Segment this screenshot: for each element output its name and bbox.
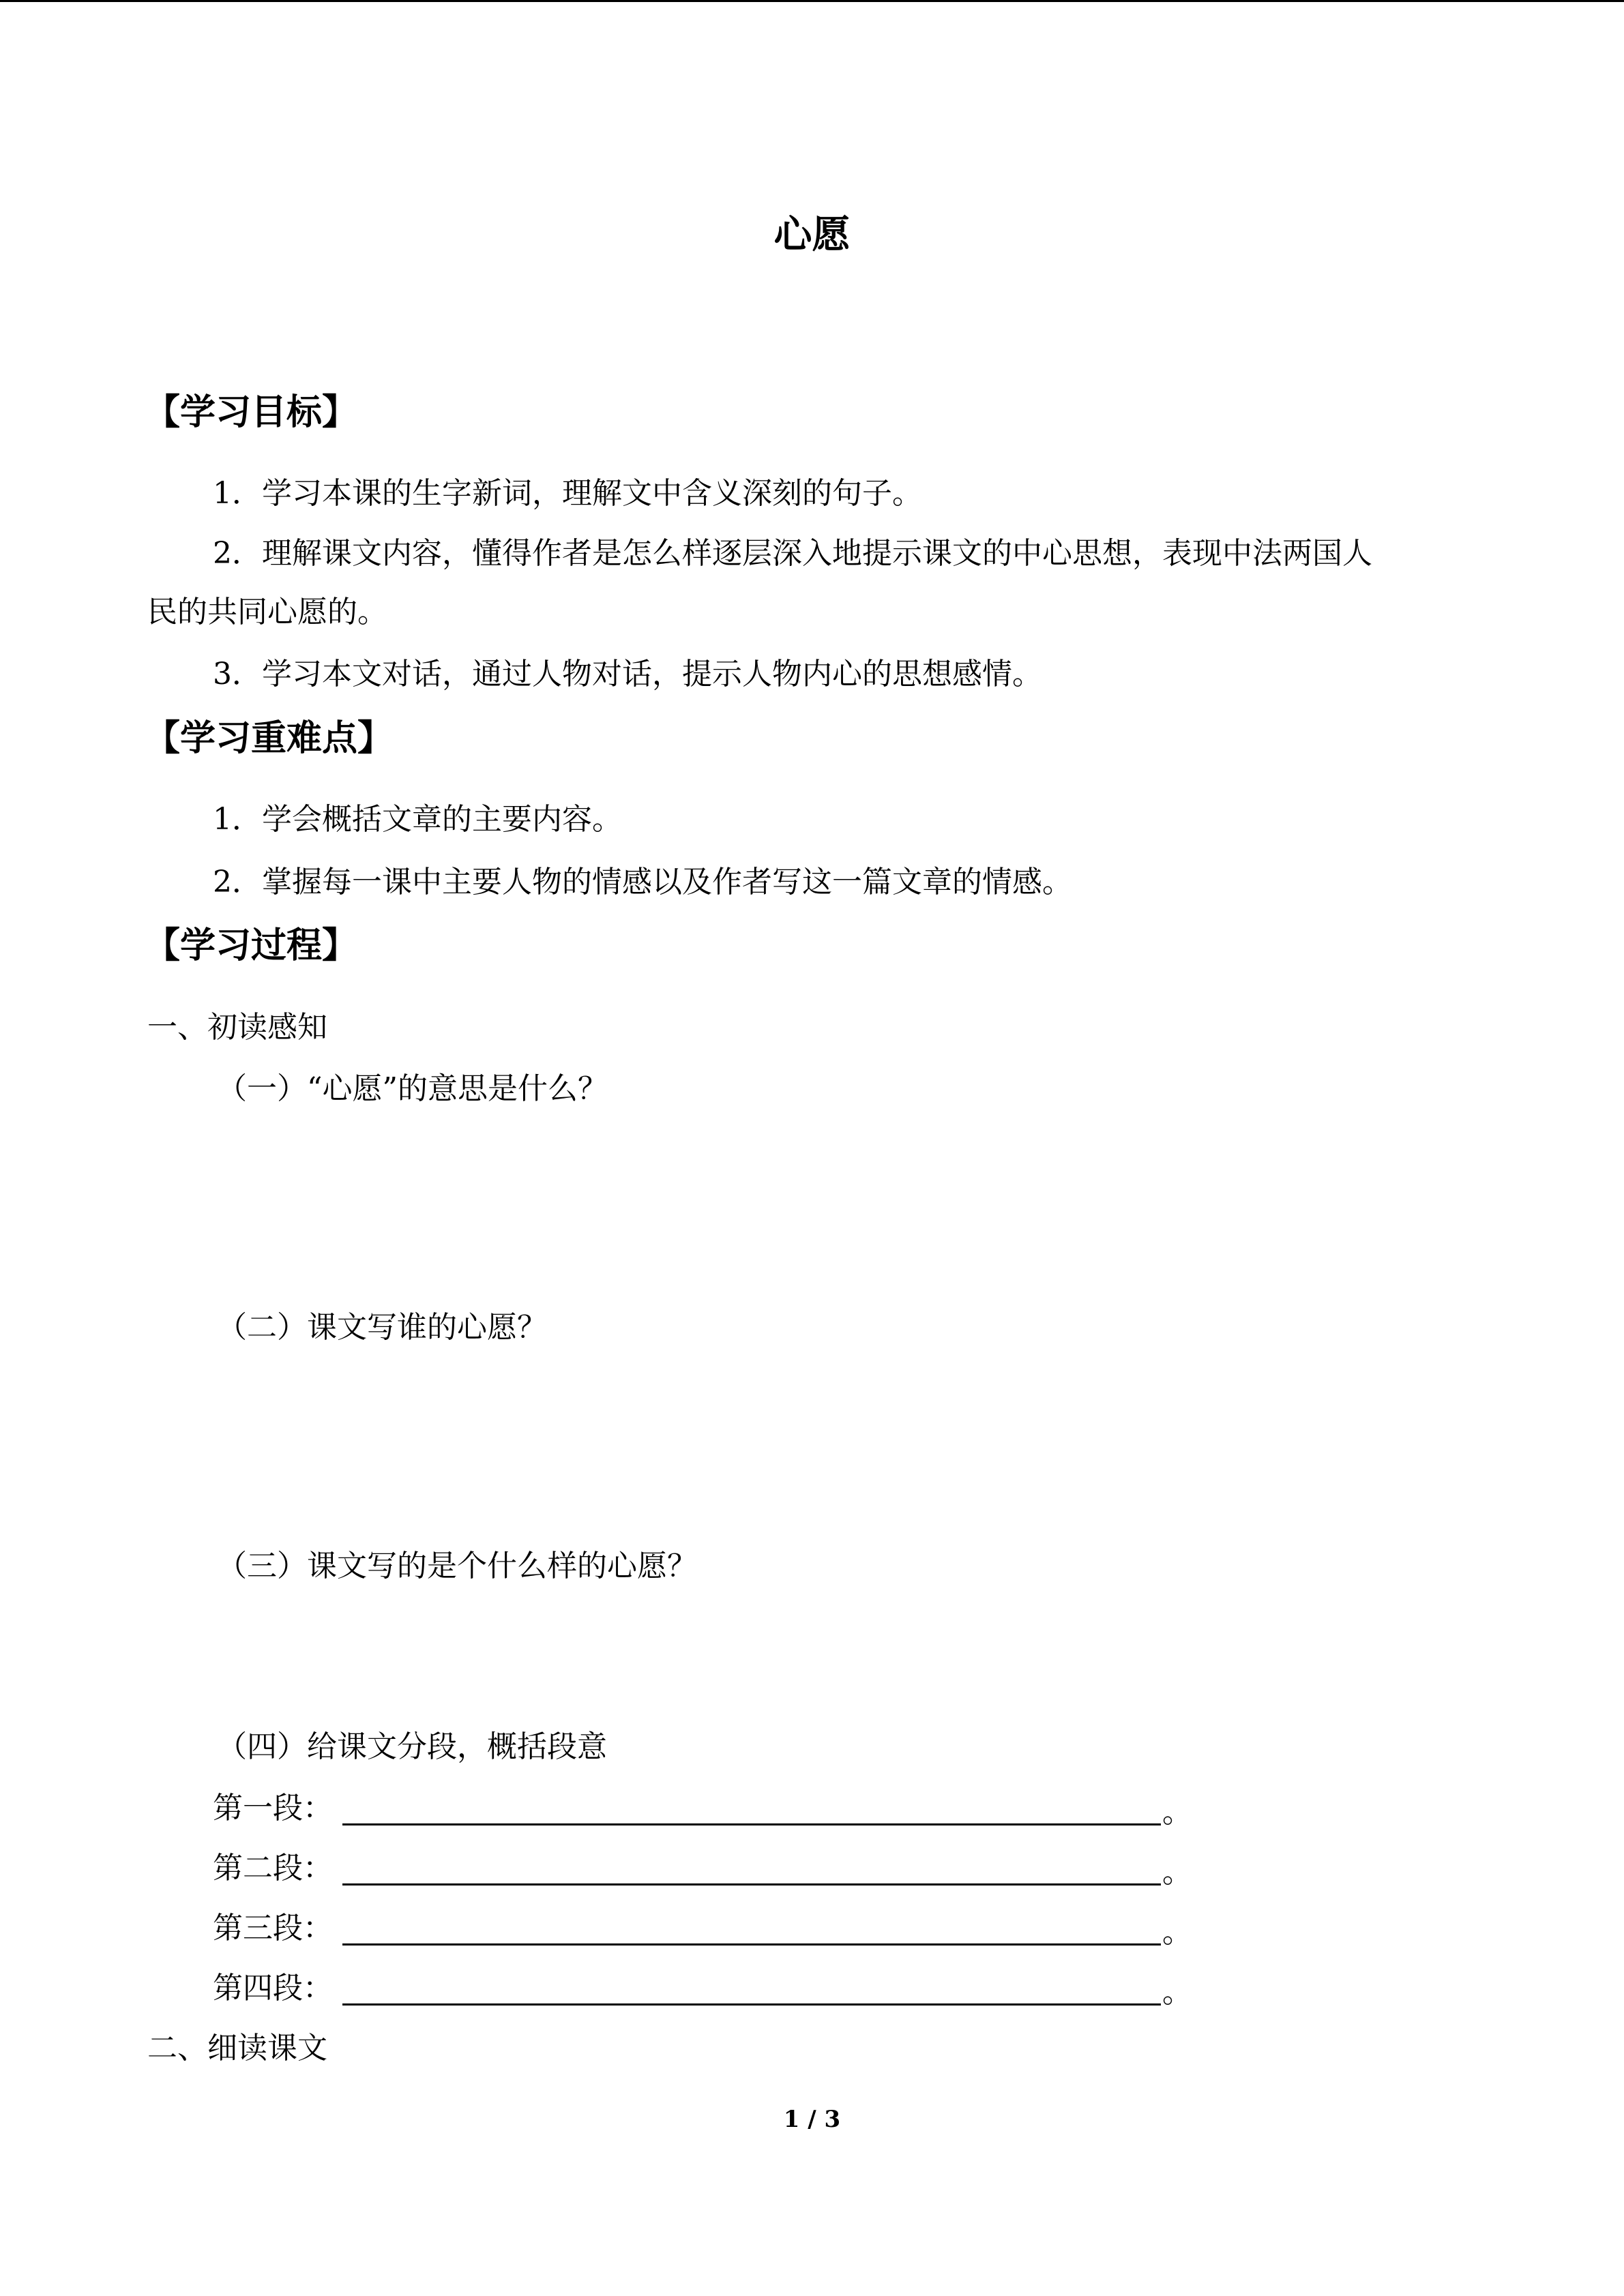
- paragraph-label: 第二段：: [213, 1851, 333, 1885]
- period-mark: 。: [1162, 1795, 1192, 1830]
- question-4: （四）给课文分段，概括段意: [217, 1729, 607, 1764]
- part-two-title: 二、细读课文: [147, 2031, 327, 2066]
- question-1: （一）“心愿”的意思是什么？: [217, 1071, 608, 1106]
- objective-item-2-continued: 民的共同心愿的。: [147, 595, 387, 629]
- period-mark: 。: [1162, 1855, 1192, 1890]
- paragraph-label: 第一段：: [213, 1791, 333, 1825]
- answer-blank-line[interactable]: [342, 1943, 1161, 1945]
- objective-item-1: 1．学习本课的生字新词，理解文中含义深刻的句子。: [213, 476, 922, 511]
- question-3: （三）课文写的是个什么样的心愿？: [217, 1549, 697, 1583]
- page-number: 1 / 3: [783, 2106, 841, 2133]
- section-heading-objectives: 【学习目标】: [145, 392, 358, 433]
- section-heading-key-points: 【学习重难点】: [145, 718, 394, 759]
- paragraph-label: 第三段：: [213, 1911, 333, 1945]
- page-title: 心愿: [773, 213, 851, 257]
- key-point-item-2: 2．掌握每一课中主要人物的情感以及作者写这一篇文章的情感。: [213, 865, 1072, 899]
- objective-item-2: 2．理解课文内容，懂得作者是怎么样逐层深入地提示课文的中心思想，表现中法两国人: [213, 536, 1372, 571]
- period-mark: 。: [1162, 1915, 1192, 1950]
- section-heading-process: 【学习过程】: [145, 925, 358, 966]
- key-point-item-1: 1．学会概括文章的主要内容。: [213, 802, 622, 837]
- part-one-title: 一、初读感知: [147, 1010, 327, 1045]
- objective-item-3: 3．学习本文对话，通过人物对话，提示人物内心的思想感情。: [213, 657, 1042, 691]
- answer-blank-line[interactable]: [342, 1823, 1161, 1825]
- paragraph-label: 第四段：: [213, 1971, 333, 2006]
- answer-blank-line[interactable]: [342, 1883, 1161, 1885]
- period-mark: 。: [1162, 1975, 1192, 2010]
- answer-blank-line[interactable]: [342, 2003, 1161, 2006]
- top-border-line: [0, 0, 1624, 2]
- question-2: （二）课文写谁的心愿？: [217, 1310, 547, 1345]
